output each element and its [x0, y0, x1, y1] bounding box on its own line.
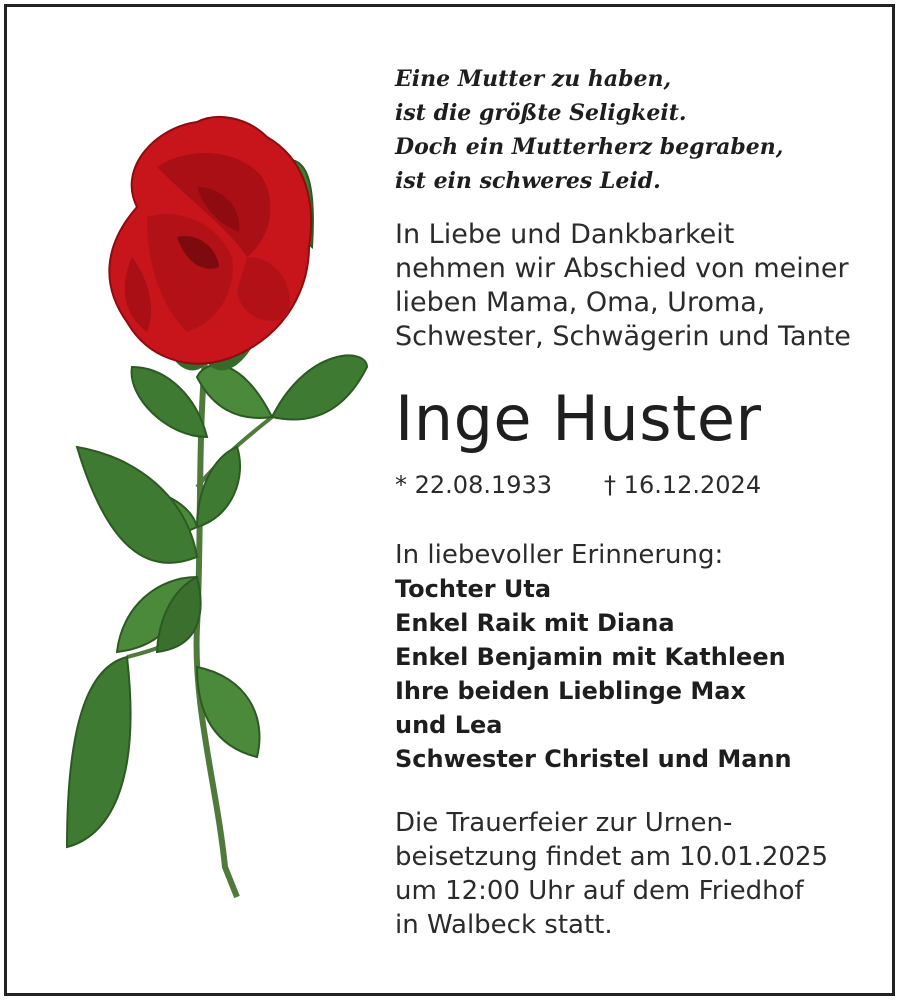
- life-dates: [395, 470, 885, 500]
- intro-line: Schwester, Schwägerin und Tante: [395, 321, 851, 352]
- poem-line: ist die größte Seligkeit.: [395, 100, 687, 126]
- obituary-frame: [4, 4, 895, 996]
- mourner: Ihre beiden Lieblinge Max: [395, 677, 746, 705]
- funeral-notice: [395, 806, 885, 942]
- intro-line: In Liebe und Dankbarkeit: [395, 219, 735, 250]
- mourners-list: [395, 572, 885, 776]
- intro-line: lieben Mama, Oma, Uroma,: [395, 287, 766, 318]
- funeral-line: beisetzung findet am 10.01.2025: [395, 842, 829, 872]
- poem: [395, 62, 885, 198]
- intro-text: [395, 218, 885, 354]
- mourner: und Lea: [395, 711, 503, 739]
- birth-date: * 22.08.1933: [395, 471, 553, 499]
- funeral-line: Die Trauerfeier zur Urnen-: [395, 808, 733, 838]
- mourner: Enkel Benjamin mit Kathleen: [395, 643, 786, 671]
- red-rose-image: [47, 107, 387, 907]
- mourner: Schwester Christel und Mann: [395, 745, 792, 773]
- death-date: † 16.12.2024: [604, 471, 762, 499]
- poem-line: Eine Mutter zu haben,: [395, 66, 672, 92]
- obituary-text: [395, 62, 885, 942]
- mourner: Tochter Uta: [395, 575, 552, 603]
- funeral-line: in Walbeck statt.: [395, 910, 613, 940]
- poem-line: ist ein schweres Leid.: [395, 168, 661, 194]
- mourner: Enkel Raik mit Diana: [395, 609, 675, 637]
- intro-line: nehmen wir Abschied von meiner: [395, 253, 849, 284]
- poem-line: Doch ein Mutterherz begraben,: [395, 134, 784, 160]
- deceased-name: Inge Huster: [395, 382, 762, 455]
- funeral-line: um 12:00 Uhr auf dem Friedhof: [395, 876, 804, 906]
- memory-heading: In liebevoller Erinnerung:: [395, 540, 724, 570]
